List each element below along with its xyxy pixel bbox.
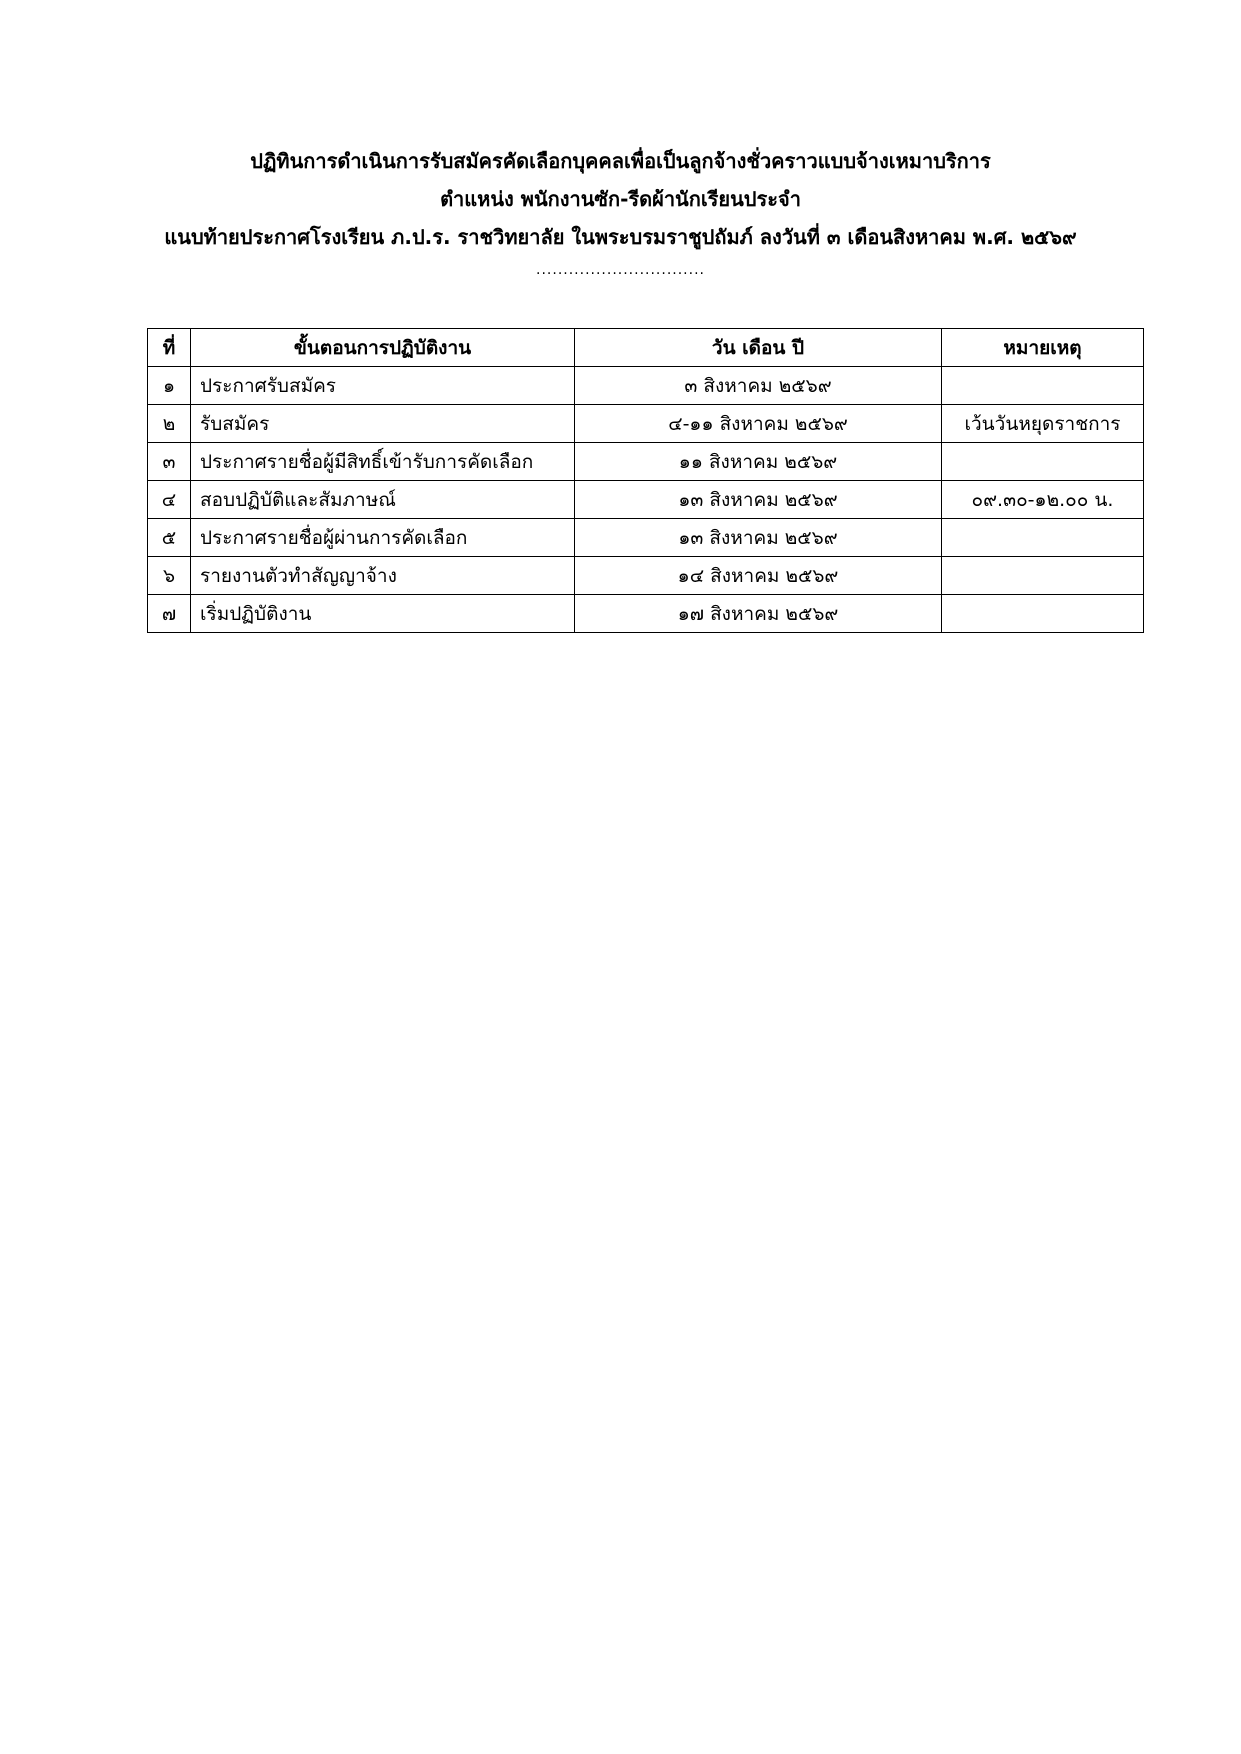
row-step: ประกาศรายชื่อผู้ผ่านการคัดเลือก [191, 519, 575, 557]
row-note: ๐๙.๓๐-๑๒.๐๐ น. [942, 481, 1144, 519]
row-note [942, 557, 1144, 595]
header-date: วัน เดือน ปี [575, 329, 942, 367]
row-number: ๕ [148, 519, 191, 557]
row-date: ๓ สิงหาคม ๒๕๖๙ [575, 367, 942, 405]
table-row [148, 481, 1144, 519]
table-row [148, 405, 1144, 443]
dotted-separator: ............................... [536, 262, 705, 278]
row-step: สอบปฏิบัติและสัมภาษณ์ [191, 481, 575, 519]
row-date: ๑๔ สิงหาคม ๒๕๖๙ [575, 557, 942, 595]
document-heading [0, 142, 1241, 256]
row-step: เริ่มปฏิบัติงาน [191, 595, 575, 633]
row-step: ประกาศรับสมัคร [191, 367, 575, 405]
title-line-1: ปฏิทินการดำเนินการรับสมัครคัดเลือกบุคคลเพื่อเป็นลูกจ้างชั่วคราวแบบจ้างเหมาบริการ [250, 149, 991, 173]
table-header-row [148, 329, 1144, 367]
row-step: ประกาศรายชื่อผู้มีสิทธิ์เข้ารับการคัดเลือก [191, 443, 575, 481]
row-number: ๒ [148, 405, 191, 443]
header-note: หมายเหตุ [942, 329, 1144, 367]
row-note [942, 443, 1144, 481]
row-date: ๑๗ สิงหาคม ๒๕๖๙ [575, 595, 942, 633]
row-date: ๑๓ สิงหาคม ๒๕๖๙ [575, 481, 942, 519]
title-line-2: ตำแหน่ง พนักงานซัก-รีดผ้านักเรียนประจำ [440, 187, 801, 211]
row-step: รับสมัคร [191, 405, 575, 443]
table-row [148, 595, 1144, 633]
row-note [942, 595, 1144, 633]
title-line-3: แนบท้ายประกาศโรงเรียน ภ.ป.ร. ราชวิทยาลัย ในพระบรมราชูปถัมภ์ ลงวันที่ ๓ เดือนสิงหาคม พ.ศ. ๒๕๖๙ [164, 225, 1077, 249]
row-note: เว้นวันหยุดราชการ [942, 405, 1144, 443]
table-row [148, 443, 1144, 481]
table-row [148, 367, 1144, 405]
row-date: ๑๑ สิงหาคม ๒๕๖๙ [575, 443, 942, 481]
row-step: รายงานตัวทำสัญญาจ้าง [191, 557, 575, 595]
table-row [148, 557, 1144, 595]
row-number: ๔ [148, 481, 191, 519]
schedule-table [147, 328, 1144, 633]
row-number: ๑ [148, 367, 191, 405]
row-number: ๓ [148, 443, 191, 481]
row-note [942, 519, 1144, 557]
row-number: ๗ [148, 595, 191, 633]
row-number: ๖ [148, 557, 191, 595]
row-date: ๔-๑๑ สิงหาคม ๒๕๖๙ [575, 405, 942, 443]
table-row [148, 519, 1144, 557]
row-date: ๑๓ สิงหาคม ๒๕๖๙ [575, 519, 942, 557]
row-note [942, 367, 1144, 405]
header-step: ขั้นตอนการปฏิบัติงาน [191, 329, 575, 367]
header-no: ที่ [148, 329, 191, 367]
